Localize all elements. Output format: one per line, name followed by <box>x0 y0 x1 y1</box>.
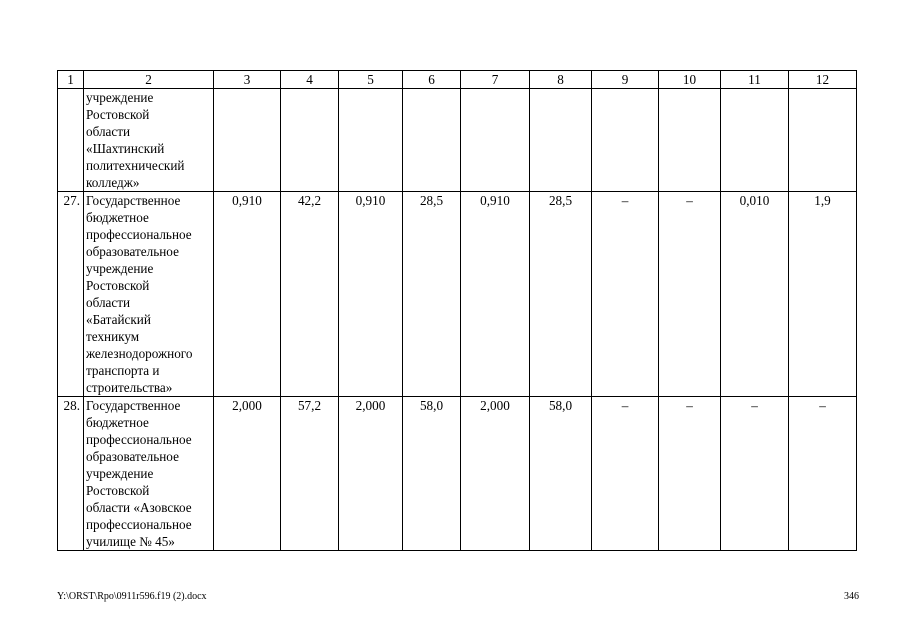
name-line: профессиональное <box>86 517 192 532</box>
value-cell-col8: 28,5 <box>530 192 592 397</box>
value-cell-col4 <box>281 89 339 192</box>
column-header: 12 <box>789 71 857 89</box>
value-cell-col6: 58,0 <box>403 397 461 551</box>
column-header: 5 <box>339 71 403 89</box>
name-line: профессиональное <box>86 432 192 447</box>
name-line: учреждение <box>86 261 154 276</box>
footer-file-path: Y:\ORST\Rpo\0911r596.f19 (2).docx <box>57 591 207 602</box>
name-line: Ростовской <box>86 483 150 498</box>
value-cell-col10: – <box>659 192 721 397</box>
table-row <box>58 89 857 192</box>
value-cell-col11 <box>721 89 789 192</box>
value-cell-col6: 28,5 <box>403 192 461 397</box>
value-cell-col5: 2,000 <box>339 397 403 551</box>
name-line: бюджетное <box>86 210 149 225</box>
footer-page-number: 346 <box>844 591 859 602</box>
institution-name-cell <box>84 89 214 192</box>
name-line: области «Азовское <box>86 500 192 515</box>
institution-name-cell <box>84 192 214 397</box>
name-line: училище № 45» <box>86 534 175 549</box>
value-cell-col3: 0,910 <box>214 192 281 397</box>
value-cell-col5 <box>339 89 403 192</box>
name-line: техникум <box>86 329 140 344</box>
header-row <box>58 71 857 89</box>
name-line: Ростовской <box>86 107 150 122</box>
value-cell-col7: 0,910 <box>461 192 530 397</box>
value-cell-col4: 57,2 <box>281 397 339 551</box>
name-line: бюджетное <box>86 415 149 430</box>
name-line: транспорта и <box>86 363 160 378</box>
name-line: Государственное <box>86 398 181 413</box>
name-line: «Шахтинский <box>86 141 165 156</box>
name-line: Ростовской <box>86 278 150 293</box>
value-cell-col8: 58,0 <box>530 397 592 551</box>
table-body <box>58 71 857 551</box>
value-cell-col11: 0,010 <box>721 192 789 397</box>
column-header: 7 <box>461 71 530 89</box>
name-line: области <box>86 295 131 310</box>
value-cell-col12 <box>789 89 857 192</box>
name-line: политехнический <box>86 158 185 173</box>
data-table <box>57 70 857 551</box>
value-cell-col5: 0,910 <box>339 192 403 397</box>
value-cell-col12: – <box>789 397 857 551</box>
value-cell-col11: – <box>721 397 789 551</box>
name-line: учреждение <box>86 466 154 481</box>
value-cell-col7: 2,000 <box>461 397 530 551</box>
row-number-cell: 27. <box>58 192 84 397</box>
column-header: 11 <box>721 71 789 89</box>
column-header: 10 <box>659 71 721 89</box>
value-cell-col3 <box>214 89 281 192</box>
value-cell-col8 <box>530 89 592 192</box>
column-header: 4 <box>281 71 339 89</box>
value-cell-col10: – <box>659 397 721 551</box>
name-line: Государственное <box>86 193 181 208</box>
table-row <box>58 397 857 551</box>
value-cell-col9: – <box>592 397 659 551</box>
table-row <box>58 192 857 397</box>
column-header: 8 <box>530 71 592 89</box>
value-cell-col6 <box>403 89 461 192</box>
column-header: 1 <box>58 71 84 89</box>
value-cell-col9: – <box>592 192 659 397</box>
value-cell-col10 <box>659 89 721 192</box>
value-cell-col9 <box>592 89 659 192</box>
name-line: «Батайский <box>86 312 151 327</box>
name-line: образовательное <box>86 244 179 259</box>
column-header: 3 <box>214 71 281 89</box>
row-number-cell <box>58 89 84 192</box>
column-header: 2 <box>84 71 214 89</box>
name-line: профессиональное <box>86 227 192 242</box>
name-line: железнодорожного <box>86 346 193 361</box>
value-cell-col4: 42,2 <box>281 192 339 397</box>
column-header: 9 <box>592 71 659 89</box>
institution-name-cell <box>84 397 214 551</box>
name-line: образовательное <box>86 449 179 464</box>
name-line: колледж» <box>86 175 140 190</box>
name-line: строительства» <box>86 380 173 395</box>
column-header: 6 <box>403 71 461 89</box>
value-cell-col7 <box>461 89 530 192</box>
value-cell-col3: 2,000 <box>214 397 281 551</box>
row-number-cell: 28. <box>58 397 84 551</box>
name-line: учреждение <box>86 90 154 105</box>
name-line: области <box>86 124 131 139</box>
value-cell-col12: 1,9 <box>789 192 857 397</box>
